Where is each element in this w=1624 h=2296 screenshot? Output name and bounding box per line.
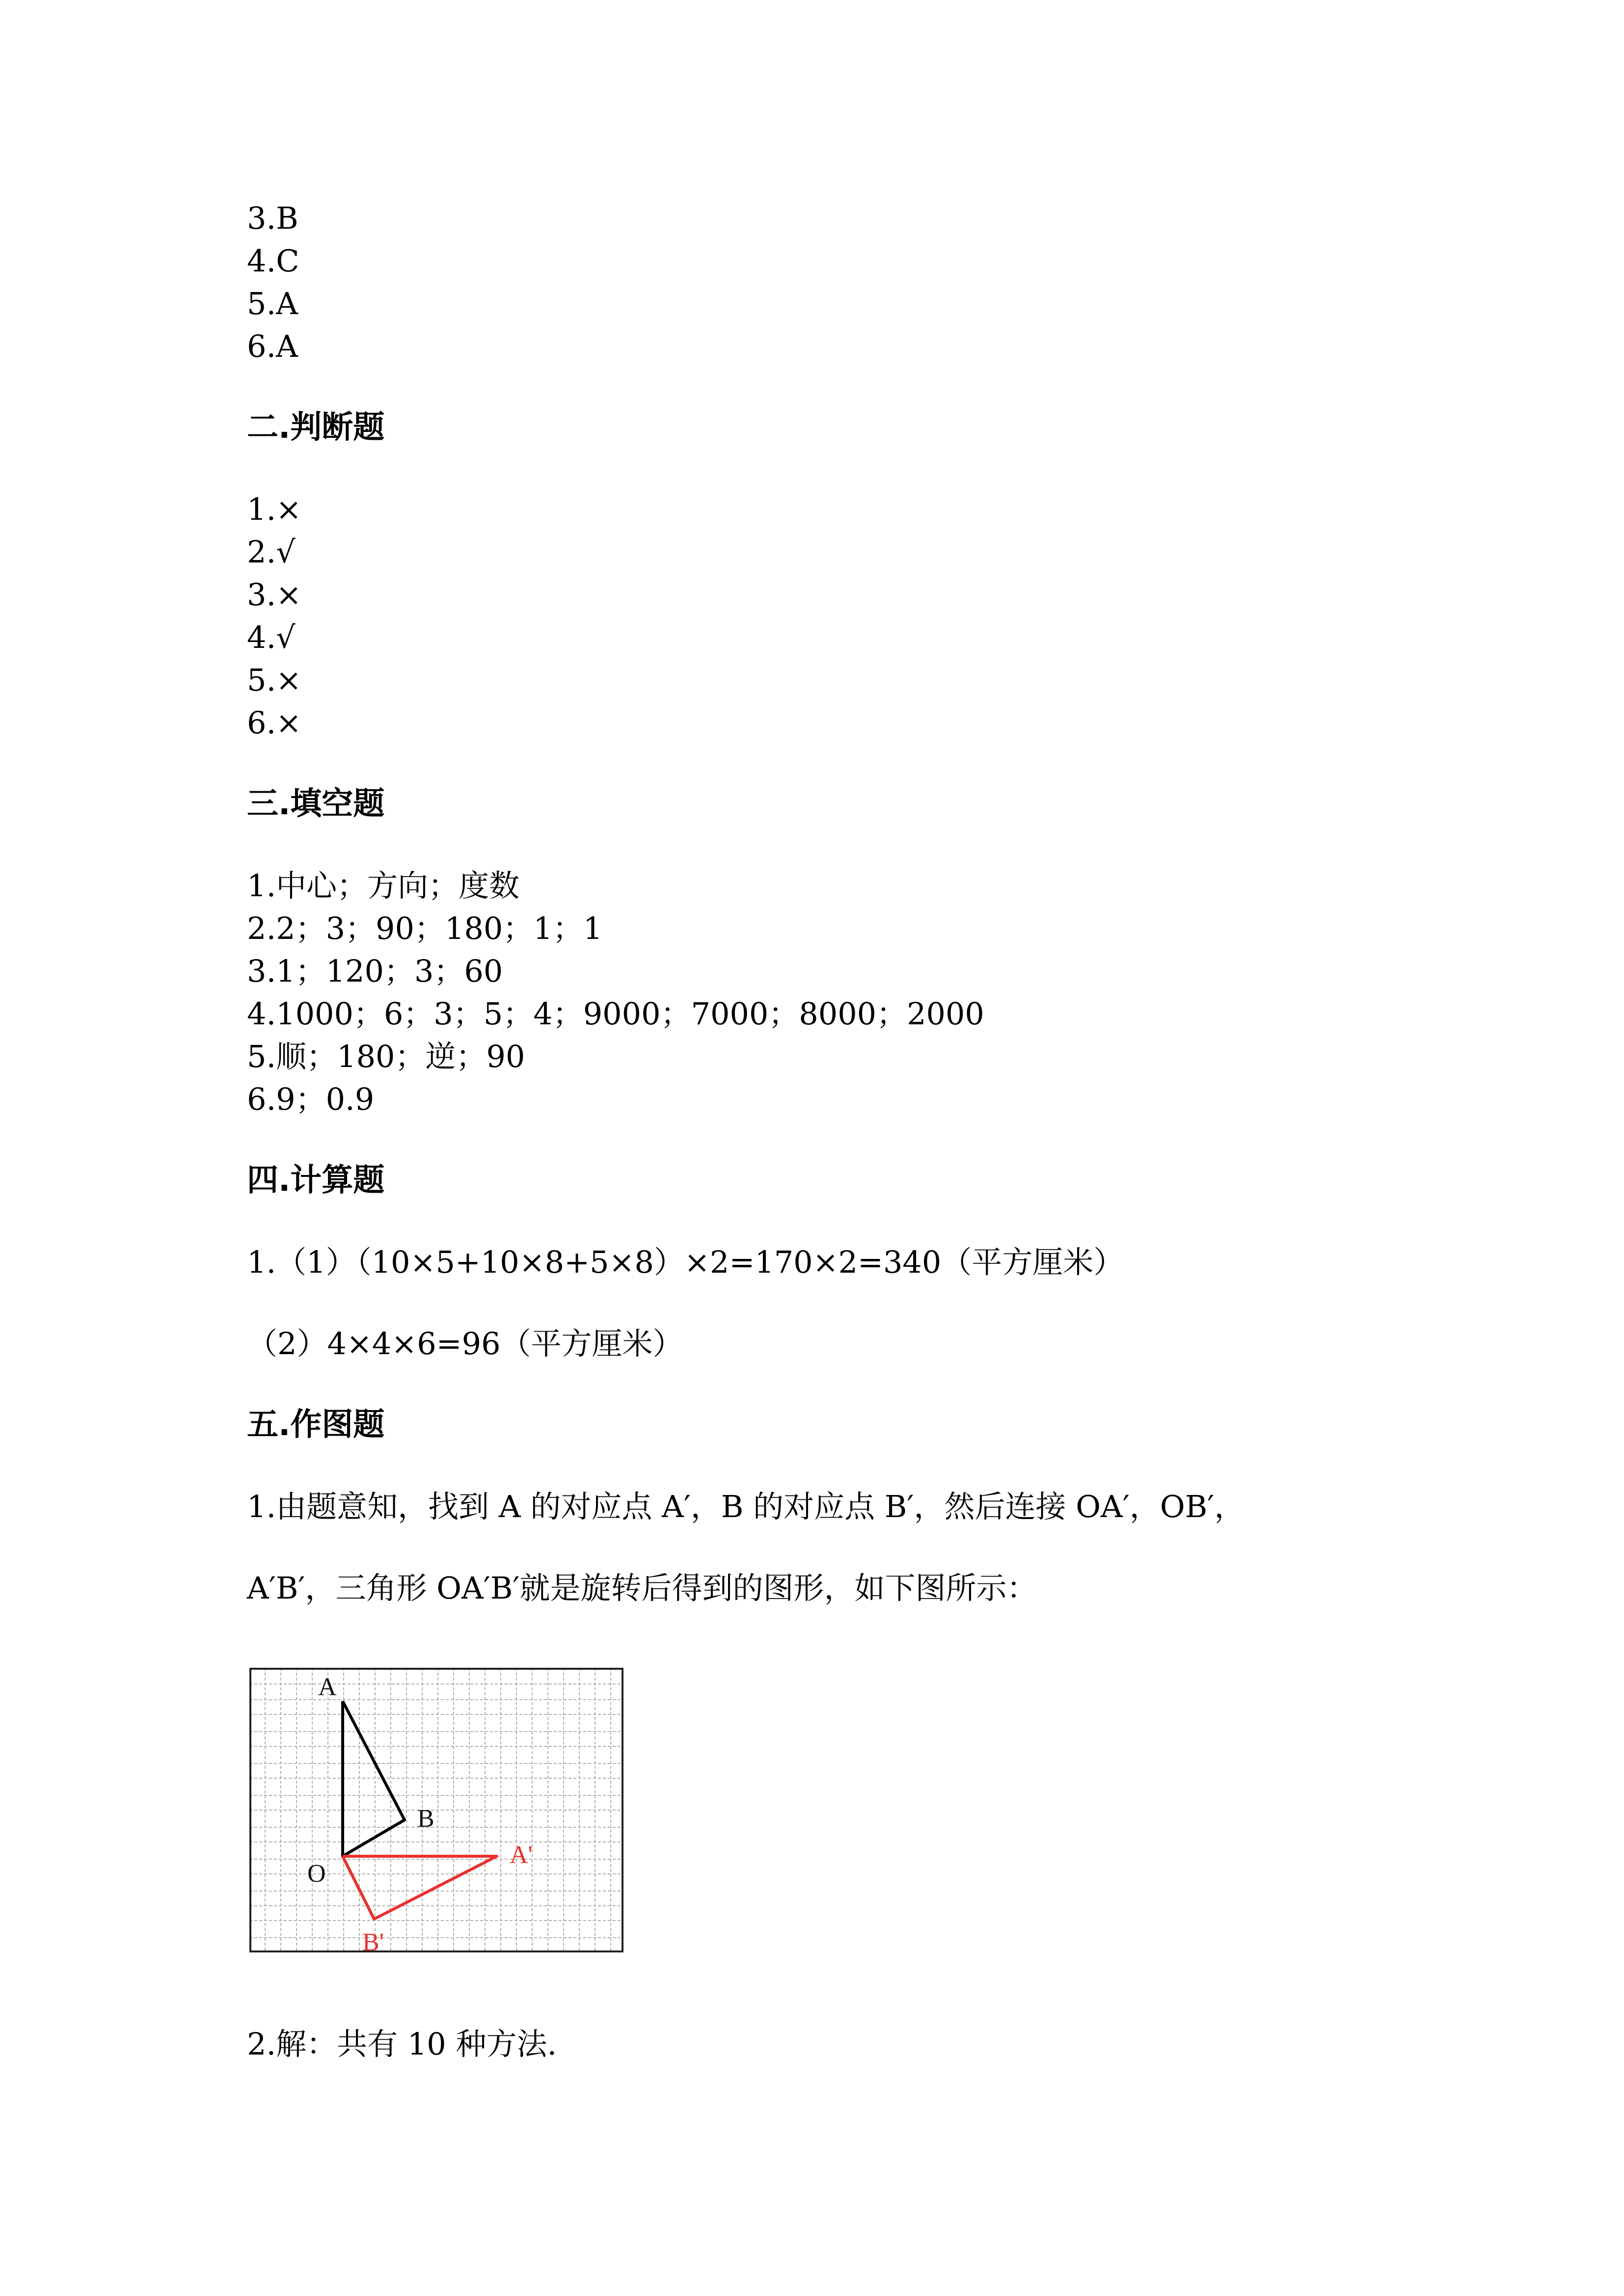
label-a: A (318, 1673, 337, 1701)
answer-line: A′B′，三角形 OA′B′就是旋转后得到的图形，如下图所示： (247, 1570, 1037, 1606)
answer-line: 5.A (247, 286, 298, 321)
answer-line: 3.B (247, 200, 298, 236)
answer-line: 1.× (247, 491, 302, 527)
answer-line: 4.C (247, 243, 299, 279)
answer-line: 1.中心；方向；度数 (247, 868, 520, 904)
rotated-triangle (343, 1856, 497, 1919)
answer-line: 3.× (247, 577, 302, 613)
answer-line: 6.9；0.9 (247, 1081, 375, 1117)
answer-line: 5.× (247, 662, 302, 698)
grid-lines (249, 1668, 623, 1952)
rotation-figure (249, 1668, 623, 1952)
answer-line: 4.√ (247, 619, 296, 655)
answer-line: 2.解：共有 10 种方法. (247, 2026, 557, 2062)
label-a-prime: A' (510, 1841, 533, 1869)
answer-line: 6.× (247, 705, 302, 741)
label-b: B (417, 1805, 434, 1833)
answer-line: 1.（1）（10×5+10×8+5×8）×2=170×2=340（平方厘米） (247, 1244, 1124, 1280)
answer-line: 6.A (247, 328, 298, 364)
answer-line: 5.顺；180；逆；90 (247, 1039, 525, 1074)
label-o: O (307, 1860, 326, 1888)
section-heading-calculation: 四.计算题 (247, 1162, 385, 1199)
answer-line: 2.√ (247, 534, 296, 570)
label-b-prime: B' (362, 1928, 384, 1952)
section-heading-judgement: 二.判断题 (247, 409, 385, 446)
answer-line: 2.2；3；90；180；1；1 (247, 910, 603, 946)
answer-line: 1.由题意知，找到 A 的对应点 A′，B 的对应点 B′，然后连接 OA′，OB′， (247, 1489, 1245, 1524)
section-heading-fill-blank: 三.填空题 (247, 786, 385, 822)
section-heading-drawing: 五.作图题 (247, 1407, 385, 1443)
answer-line: 4.1000；6；3；5；4；9000；7000；8000；2000 (247, 996, 984, 1032)
answer-line: 3.1；120；3；60 (247, 953, 503, 989)
answer-line: （2）4×4×6=96（平方厘米） (247, 1326, 683, 1362)
